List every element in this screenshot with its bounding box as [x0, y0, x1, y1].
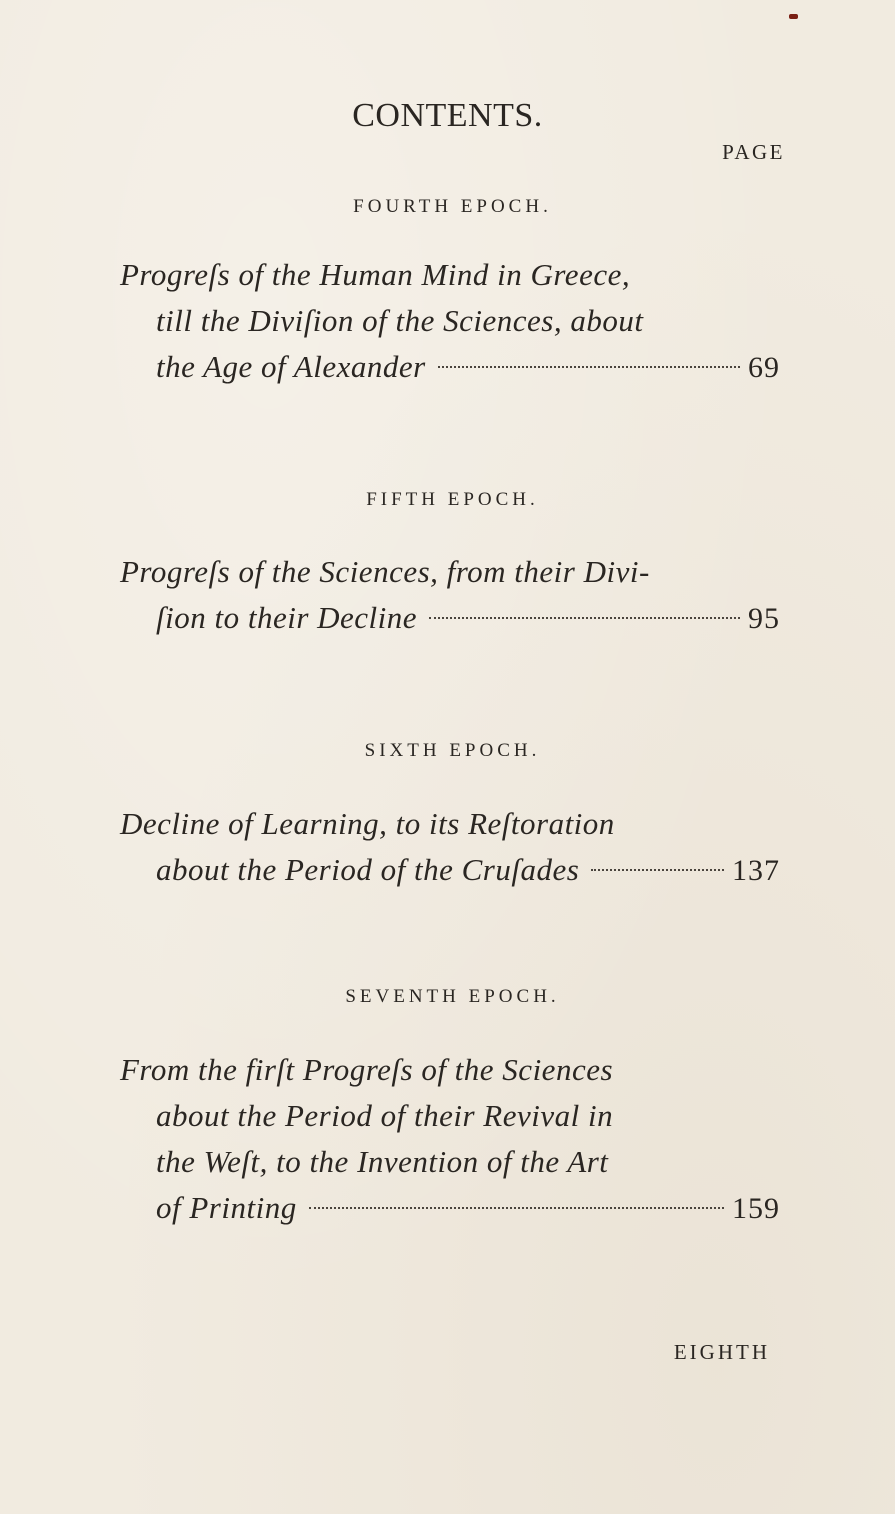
- toc-entry-fifth: [120, 549, 780, 642]
- dot-leader: [429, 617, 740, 619]
- toc-entry-line: about the Period of their Revival in: [156, 1098, 614, 1133]
- toc-entry-line: about the Period of the Cruſades: [156, 852, 580, 887]
- page-number: 159: [732, 1192, 780, 1225]
- toc-entry-seventh: [120, 1047, 780, 1232]
- epoch-heading-fifth: FIFTH EPOCH.: [366, 489, 539, 510]
- page-title: CONTENTS.: [352, 97, 543, 134]
- ink-speck: [789, 14, 798, 19]
- catchword: EIGHTH: [673, 1340, 770, 1364]
- toc-entry-line: Progreſs of the Human Mind in Greece,: [120, 257, 631, 292]
- toc-entry-final-line: [120, 1185, 780, 1232]
- page-column-label: PAGE: [722, 140, 785, 164]
- page-number: 137: [732, 854, 780, 887]
- toc-entry-line: the Weſt, to the Invention of the Art: [156, 1144, 609, 1179]
- dot-leader: [591, 869, 724, 871]
- toc-entry-line: of Printing: [156, 1190, 297, 1225]
- toc-entry-final-line: [120, 344, 780, 391]
- page-number: 95: [748, 602, 780, 635]
- epoch-heading-sixth: SIXTH EPOCH.: [364, 740, 541, 761]
- toc-entry-line: From the firſt Progreſs of the Sciences: [120, 1052, 614, 1087]
- toc-entry-final-line: [120, 595, 780, 642]
- toc-entry-line: till the Diviſion of the Sciences, about: [156, 303, 644, 338]
- toc-entry-line: Progreſs of the Sciences, from their Divi-: [120, 554, 650, 589]
- toc-entry-final-line: [120, 847, 780, 894]
- toc-entry-fourth: [120, 252, 780, 391]
- epoch-heading-seventh: SEVENTH EPOCH.: [345, 986, 560, 1007]
- page-number: 69: [748, 351, 780, 384]
- toc-entry-line: ſion to their Decline: [156, 600, 418, 635]
- dot-leader: [438, 366, 740, 368]
- toc-entry-sixth: [120, 801, 780, 894]
- toc-entry-line: Decline of Learning, to its Reſtoration: [120, 806, 615, 841]
- dot-leader: [309, 1207, 724, 1209]
- toc-entry-line: the Age of Alexander: [156, 349, 426, 384]
- epoch-heading-fourth: FOURTH EPOCH.: [353, 196, 552, 217]
